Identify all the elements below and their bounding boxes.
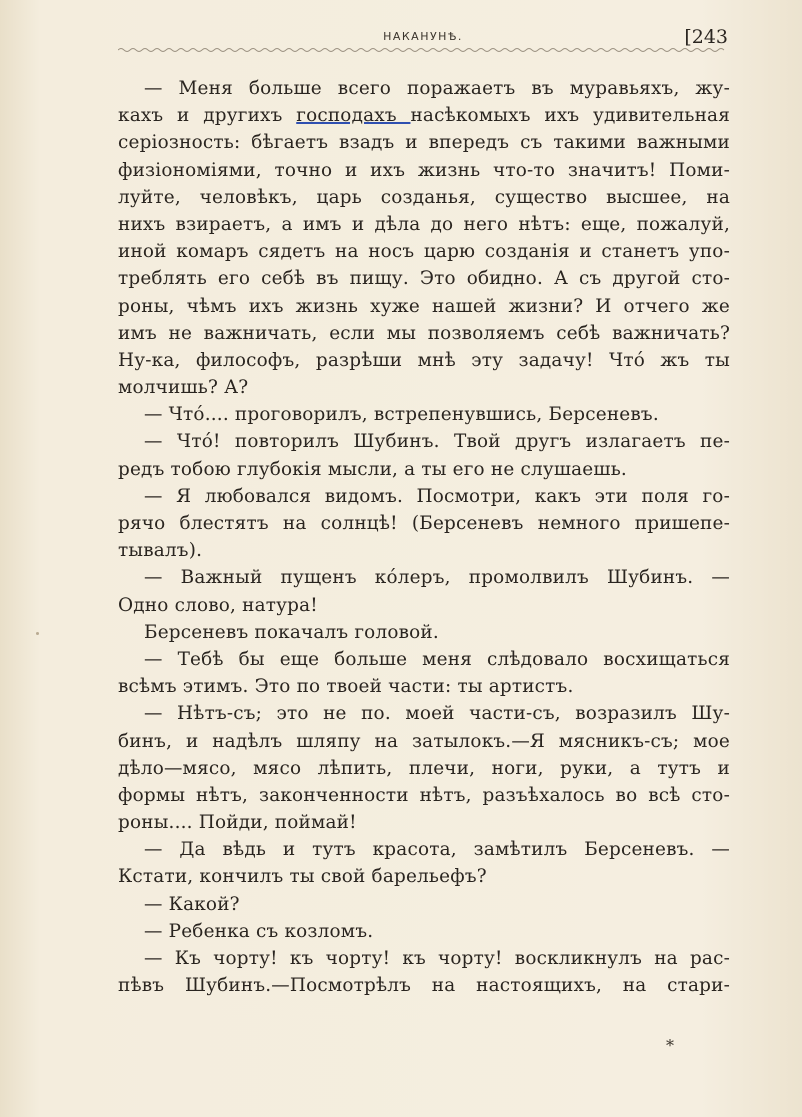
text-line: луйте, человѣкъ, царь созданья, существо высшее, на	[118, 186, 730, 208]
text-line: тывалъ).	[118, 540, 203, 562]
text-fragment: насѣкомыхъ ихъ удивительная	[410, 105, 730, 127]
text-line: — Ребенка съ козломъ.	[144, 920, 374, 942]
page-number: [243	[684, 26, 728, 48]
text-line: серіозность: бѣгаетъ взадъ и впередъ съ такими важными	[118, 132, 730, 154]
text-line: — Что́! повторилъ Шубинъ. Твой другъ излагаетъ пе-	[144, 431, 730, 453]
text-line: — Важный пущенъ ко́леръ, промолвилъ Шубинъ. —	[144, 567, 730, 589]
text-line: физіономіями, точно и ихъ жизнь что-то значитъ! Поми-	[118, 159, 730, 181]
text-line: редъ тобою глубокія мысли, а ты его не слушаешь.	[118, 458, 627, 480]
text-body	[118, 75, 730, 999]
text-line: роны, чѣмъ ихъ жизнь хуже нашей жизни? И отчего же	[118, 295, 730, 317]
text-line: — Что́.... проговорилъ, встрепенувшись, Берсеневъ.	[144, 404, 659, 426]
text-line: — Да вѣдь и тутъ красота, замѣтилъ Берсеневъ. —	[144, 839, 730, 861]
text-line: имъ не важничать, если мы позволяемъ себѣ важничать?	[118, 322, 730, 344]
text-line: рячо блестятъ на солнцѣ! (Берсеневъ немного пришепе-	[118, 513, 730, 534]
text-line: молчишь? А?	[118, 377, 249, 399]
text-line: — Я любовался видомъ. Посмотри, какъ эти поля го-	[144, 485, 730, 507]
text-line: нихъ взираетъ, а имъ и дѣла до него нѣтъ: еще, пожалуй,	[118, 213, 730, 235]
signature-mark: *	[666, 1036, 674, 1055]
text-line: Берсеневъ покачалъ головой.	[144, 621, 439, 643]
paper-speck	[36, 632, 39, 635]
text-line: Ну-ка, философъ, разрѣши мнѣ эту задачу! Что́ жъ ты	[118, 349, 730, 371]
text-line: Кстати, кончилъ ты свой барельефъ?	[118, 866, 487, 888]
text-line: — Нѣтъ-съ; это не по. моей части-съ, возразилъ Шу-	[144, 703, 730, 725]
text-line: всѣмъ этимъ. Это по твоей части: ты артистъ.	[118, 676, 574, 698]
text-line: — Меня больше всего поражаетъ въ муравьяхъ, жу-	[144, 78, 730, 99]
running-title: НАКАНУНѢ.	[383, 30, 463, 43]
text-line: — Къ чорту! къ чорту! къ чорту! воскликнулъ на рас-	[144, 948, 730, 969]
text-line: — Тебѣ бы еще больше меня слѣдовало восхищаться	[144, 648, 730, 670]
text-fragment: кахъ и другихъ	[118, 105, 297, 127]
text-line: бинъ, и надѣлъ шляпу на затылокъ.—Я мясникъ-съ; мое	[118, 730, 730, 752]
text-line: формы нѣтъ, законченности нѣтъ, разъѣхалось во всѣ сто-	[118, 784, 730, 806]
ink-underlined-word: господахъ	[296, 105, 411, 127]
header-ornamental-rule	[118, 46, 728, 54]
text-line: пѣвъ Шубинъ.—Посмотрѣлъ на настоящихъ, на стари-	[118, 975, 730, 997]
text-line: — Какой?	[144, 893, 240, 915]
text-line: роны.... Пойди, поймай!	[118, 812, 357, 834]
text-line	[118, 102, 730, 129]
text-line: дѣло—мясо, мясо лѣпить, плечи, ноги, руки, а тутъ и	[118, 757, 730, 779]
text-line: треблять его себѣ въ пищу. Это обидно. А съ другой сто-	[118, 268, 730, 290]
text-line: иной комаръ сядетъ на носъ царю созданія и станетъ упо-	[118, 241, 730, 263]
text-line: Одно слово, натура!	[118, 594, 318, 616]
